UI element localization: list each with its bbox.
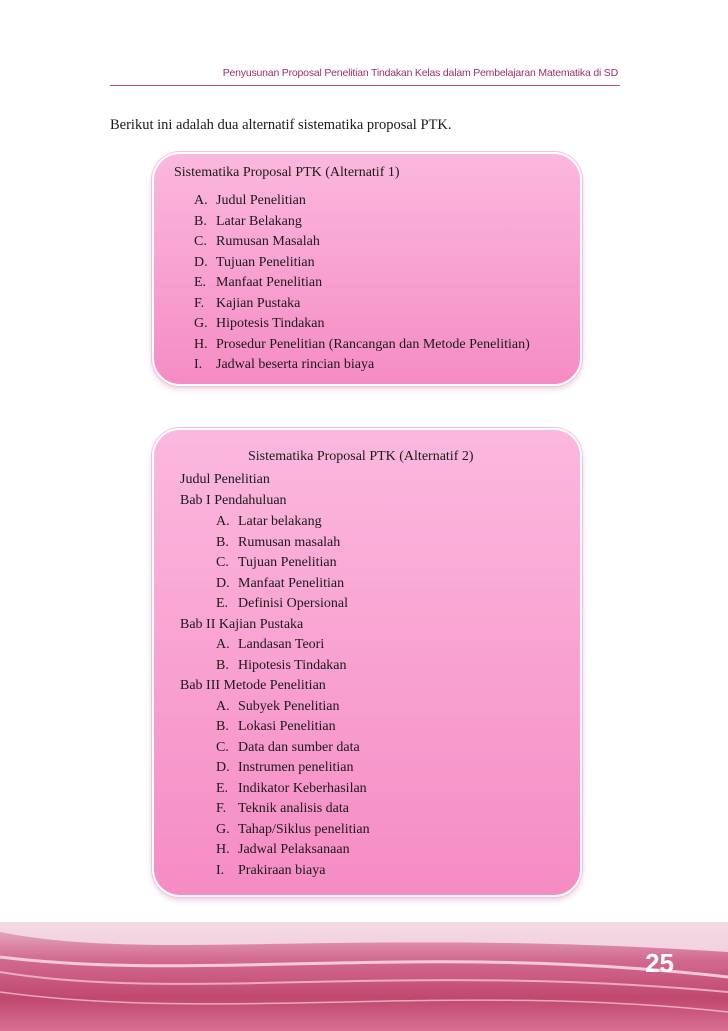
list-item [194, 337, 530, 353]
list-text: Indikator Keberhasilan [238, 780, 367, 796]
list-letter: E. [194, 275, 207, 290]
list-text: Jadwal Pelaksanaan [238, 842, 350, 857]
alternative-2-box [152, 428, 582, 897]
list-letter: A. [216, 637, 230, 652]
list-item [216, 576, 344, 592]
list-item [194, 193, 306, 209]
list-letter: C. [216, 739, 229, 755]
list-text: Latar belakang [238, 514, 322, 529]
list-item [216, 842, 350, 858]
list-text: Hipotesis Tindakan [216, 316, 325, 331]
list-text: Jadwal beserta rincian biaya [216, 357, 375, 372]
list-text: Kajian Pustaka [216, 295, 301, 311]
list-letter: G. [216, 821, 230, 837]
list-item [194, 255, 315, 271]
list-letter: F. [216, 801, 227, 816]
list-text: Lokasi Penelitian [238, 719, 336, 734]
list-item [216, 760, 353, 776]
list-text: Tahap/Siklus penelitian [238, 821, 370, 837]
list-text: Tujuan Penelitian [238, 555, 337, 570]
list-text: Tujuan Penelitian [216, 254, 315, 270]
list-text: Prosedur Penelitian (Rancangan dan Metode Penelitian) [216, 336, 530, 352]
list-text: Definisi Opersional [238, 596, 349, 611]
list-item [194, 234, 320, 250]
list-letter: C. [216, 555, 229, 570]
list-letter: E. [216, 596, 229, 611]
list-letter: B. [194, 213, 207, 229]
list-letter: F. [194, 295, 205, 311]
list-item [216, 658, 347, 674]
list-text: Latar Belakang [216, 213, 302, 229]
list-letter: B. [216, 534, 229, 550]
list-item [216, 535, 340, 551]
list-item [194, 296, 300, 312]
list-item [216, 781, 367, 797]
list-text: Landasan Teori [238, 637, 325, 652]
list-letter: H. [194, 336, 208, 352]
list-text: Rumusan masalah [238, 534, 341, 550]
list-item [216, 637, 324, 653]
list-text: Teknik analisis data [238, 801, 349, 816]
list-text: Judul Penelitian [216, 193, 306, 208]
alternative-2-title: Sistematika Proposal PTK (Alternatif 2) [248, 449, 474, 464]
list-letter: B. [216, 719, 229, 734]
list-letter: A. [194, 193, 208, 208]
list-item [194, 275, 322, 291]
list-letter: G. [194, 316, 208, 331]
bab1-heading: Bab I Pendahuluan [180, 493, 287, 508]
page-number: 25 [645, 948, 674, 978]
running-header: Penyusunan Proposal Penelitian Tindakan Kelas dalam Pembelajaran Matematika di SD [222, 67, 618, 79]
list-item [216, 719, 336, 735]
list-text: Prakiraan biaya [238, 862, 326, 878]
list-text: Manfaat Penelitian [238, 575, 345, 591]
alternative-1-title: Sistematika Proposal PTK (Alternatif 1) [174, 165, 400, 180]
footer-wave-decoration [0, 922, 728, 1031]
list-letter: D. [216, 575, 230, 591]
header-divider [110, 85, 620, 86]
list-text: Rumusan Masalah [216, 234, 320, 249]
list-item [216, 596, 348, 612]
list-item [194, 214, 302, 230]
list-letter: E. [216, 780, 229, 796]
list-text: Data dan sumber data [238, 739, 360, 755]
list-letter: A. [216, 514, 230, 529]
bab2-heading: Bab II Kajian Pustaka [180, 616, 304, 632]
list-text: Manfaat Penelitian [216, 275, 323, 290]
list-item [216, 740, 360, 756]
judul-heading: Judul Penelitian [180, 472, 270, 487]
list-letter: A. [216, 698, 230, 714]
list-item [216, 801, 349, 817]
list-letter: H. [216, 842, 230, 857]
list-letter: B. [216, 657, 229, 673]
list-letter: I. [194, 357, 203, 372]
list-text: Instrumen penelitian [238, 760, 354, 775]
list-item [194, 316, 325, 332]
list-item [216, 555, 337, 571]
bab3-heading: Bab III Metode Penelitian [180, 678, 326, 693]
footer-band [0, 922, 728, 1031]
list-letter: D. [216, 760, 230, 775]
alternative-1-box [152, 152, 582, 386]
list-item [194, 357, 374, 373]
list-item [216, 699, 340, 715]
list-item [216, 514, 322, 530]
list-item [216, 863, 325, 879]
intro-paragraph: Berikut ini adalah dua alternatif sistematika proposal PTK. [110, 117, 452, 133]
list-letter: D. [194, 254, 208, 270]
list-text: Hipotesis Tindakan [238, 657, 347, 673]
list-letter: C. [194, 234, 207, 249]
list-item [216, 822, 370, 838]
list-letter: I. [216, 862, 225, 878]
list-text: Subyek Penelitian [238, 698, 340, 714]
